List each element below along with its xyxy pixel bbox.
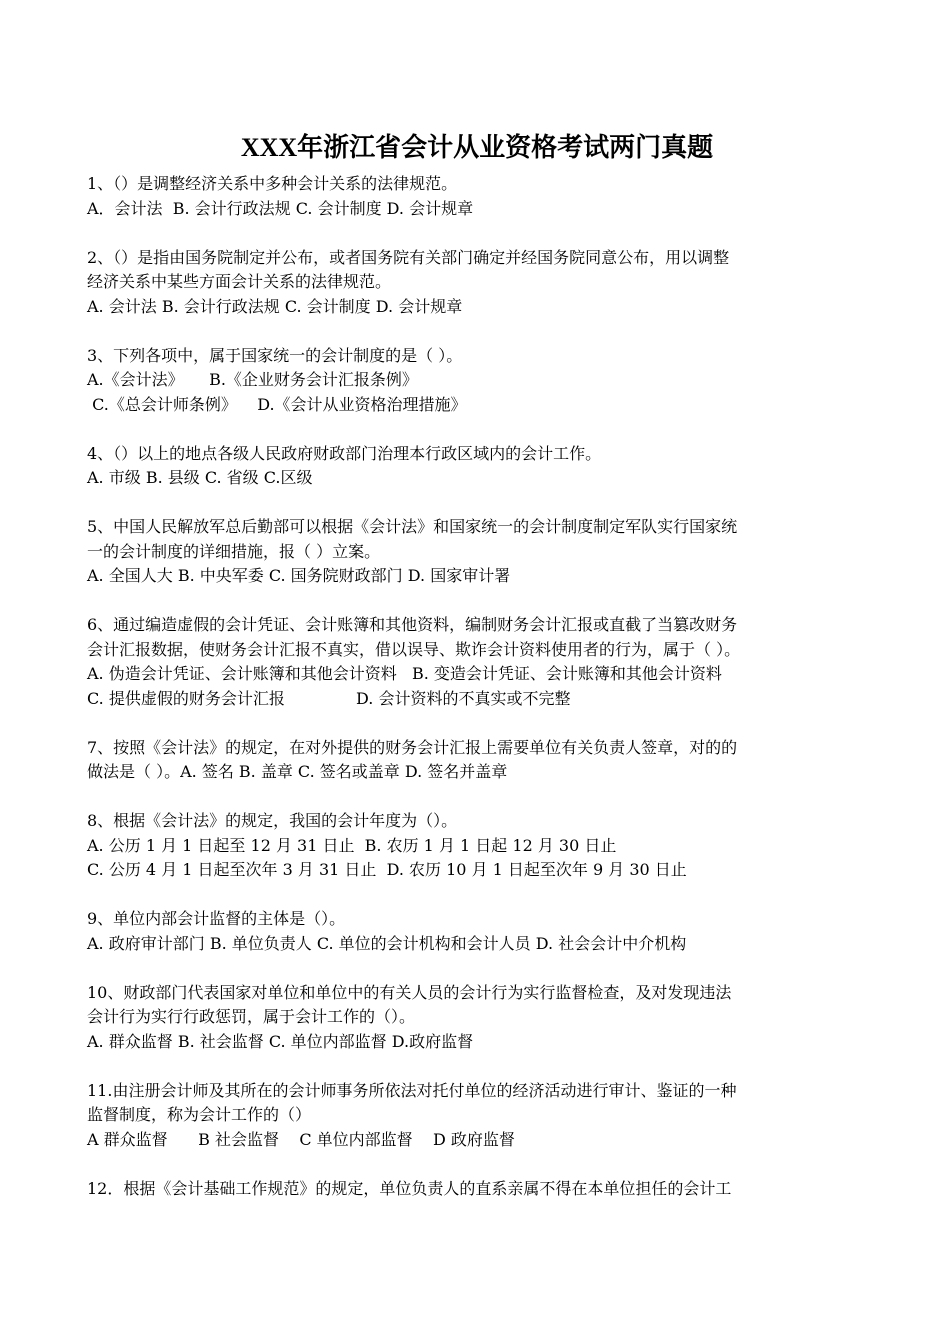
question-line: 会计汇报数据，使财务会计汇报不真实，借以误导、欺诈会计资料使用者的行为，属于（ ）。	[87, 639, 741, 659]
question-line: A. 市级 B. 县级 C. 省级 C.区级	[87, 468, 313, 487]
question-line: 3、下列各项中，属于国家统一的会计制度的是（ ）。	[87, 345, 463, 365]
question-line: 经济关系中某些方面会计关系的法律规范。	[87, 272, 392, 291]
question-5	[87, 515, 867, 589]
question-line: A.《会计法》 B.《企业财务会计汇报条例》	[87, 370, 418, 389]
question-10	[87, 981, 867, 1055]
question-line: A．会计法 B. 会计行政法规 C. 会计制度 D. 会计规章	[87, 198, 474, 218]
question-line: 监督制度，称为会计工作的（）	[87, 1105, 312, 1124]
question-line: A 群众监督 B 社会监督 C 单位内部监督 D 政府监督	[87, 1129, 515, 1149]
question-1	[87, 172, 867, 221]
question-line: 4、（）以上的地点各级人民政府财政部门治理本行政区域内的会计工作。	[87, 443, 602, 463]
question-line: A. 公历 1 月 1 日起至 12 月 31 日止 B. 农历 1 月 1 日起 12 月 30 日止	[87, 835, 617, 855]
question-8	[87, 809, 867, 883]
question-line: 11.由注册会计师及其所在的会计师事务所依法对托付单位的经济活动进行审计、鉴证的一种	[87, 1080, 737, 1100]
question-7	[87, 736, 867, 785]
question-line: A. 群众监督 B. 社会监督 C. 单位内部监督 D.政府监督	[87, 1031, 474, 1051]
question-line: 10、财政部门代表国家对单位和单位中的有关人员的会计行为实行监督检查，及对发现违法	[87, 982, 732, 1002]
question-line: 7、按照《会计法》的规定，在对外提供的财务会计汇报上需要单位有关负责人签章，对的的	[87, 737, 738, 757]
question-12	[87, 1177, 867, 1202]
document-title: XXX年浙江省会计从业资格考试两门真题	[240, 133, 714, 162]
question-line: 1、（）是调整经济关系中多种会计关系的法律规范。	[87, 174, 458, 193]
question-line: C.《总会计师条例》 D.《会计从业资格治理措施》	[87, 394, 467, 414]
question-line: A. 政府审计部门 B. 单位负责人 C. 单位的会计机构和会计人员 D. 社会会计中介机构	[87, 933, 687, 953]
question-line: A. 全国人大 B. 中央军委 C. 国务院财政部门 D. 国家审计署	[87, 566, 511, 585]
question-line: 5、中国人民解放军总后勤部可以根据《会计法》和国家统一的会计制度制定军队实行国家统	[87, 517, 738, 536]
question-9	[87, 907, 867, 956]
question-line: C. 公历 4 月 1 日起至次年 3 月 31 日止 D. 农历 10 月 1 日起至次年 9 月 30 日止	[87, 860, 687, 879]
question-6	[87, 613, 867, 711]
document-page	[87, 130, 867, 1226]
question-line: 会计行为实行行政惩罚，属于会计工作的（）。	[87, 1007, 416, 1026]
question-4	[87, 442, 867, 491]
question-11	[87, 1079, 867, 1153]
question-line: 一的会计制度的详细措施，报（ ）立案。	[87, 541, 381, 561]
question-line: A. 伪造会计凭证、会计账簿和其他会计资料 B. 变造会计凭证、会计账簿和其他会计资料	[87, 664, 722, 683]
question-3	[87, 344, 867, 418]
question-line: A. 会计法 B. 会计行政法规 C. 会计制度 D. 会计规章	[87, 296, 463, 316]
question-line: 6、通过编造虚假的会计凭证、会计账簿和其他资料，编制财务会计汇报或直截了当篡改财务	[87, 615, 738, 634]
question-line: C. 提供虚假的财务会计汇报 D. 会计资料的不真实或不完整	[87, 688, 571, 708]
question-line: 2、（）是指由国务院制定并公布，或者国务院有关部门确定并经国务院同意公布，用以调整	[87, 247, 730, 267]
question-line: 做法是（ ）。A. 签名 B. 盖章 C. 签名或盖章 D. 签名并盖章	[87, 762, 508, 781]
question-line: 9、单位内部会计监督的主体是（）。	[87, 909, 346, 928]
question-2	[87, 246, 867, 320]
question-line: 12．根据《会计基础工作规范》的规定，单位负责人的直系亲属不得在本单位担任的会计工	[87, 1178, 732, 1198]
question-list	[87, 172, 867, 1201]
question-line: 8、根据《会计法》的规定，我国的会计年度为（）。	[87, 811, 458, 830]
